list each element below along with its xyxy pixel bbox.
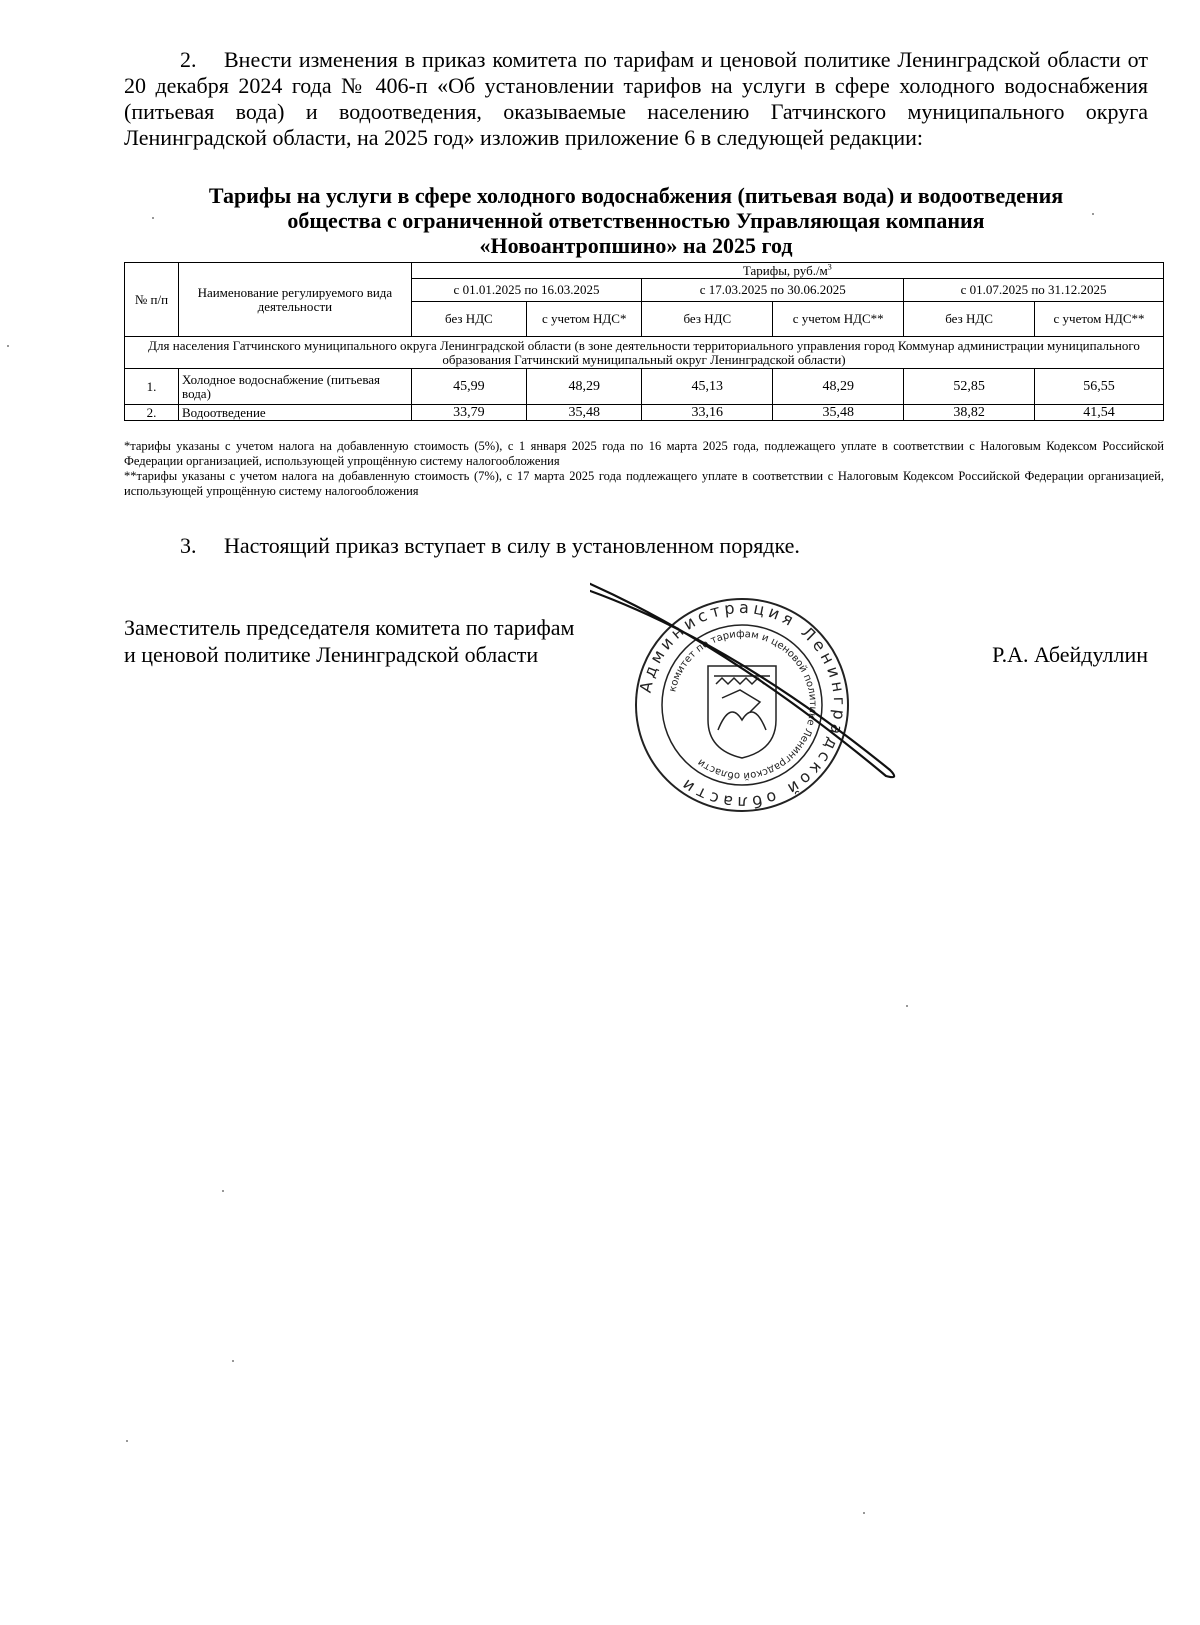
group-label: Для населения Гатчинского муниципального округа Ленинградской области (в зоне деятельности территориального управления город Коммунар администрации муниципального образования Гатчинский муниципальный округ Ленинградской области) xyxy=(125,337,1164,369)
header-tariffs-text: Тарифы, руб./м xyxy=(742,262,828,278)
row-2-value-1: 33,79 xyxy=(411,405,526,421)
header-tariffs xyxy=(411,263,1163,279)
paragraph-2-number: 2. xyxy=(180,47,197,72)
signatory-name: Р.А. Абейдуллин xyxy=(992,642,1148,667)
row-2-name: Водоотведение xyxy=(179,405,412,421)
header-period-3: с 01.07.2025 по 31.12.2025 xyxy=(904,279,1164,302)
footnote-1: *тарифы указаны с учетом налога на добавленную стоимость (5%), с 1 января 2025 года по 16 марта 2025 года, подлежащего уплате в соответствии с Налоговым Кодексом Российской Федерации организацией, использующей упрощённую систему налогообложения xyxy=(124,439,1164,468)
paragraph-2-text: Внести изменения в приказ комитета по тарифам и ценовой политике Ленинградской области от 20 декабря 2024 года № 406-п «Об установлении тарифов на услуги в сфере холодного водоснабжения (питьевая вода) и водоотведения, оказываемые населению Гатчинского муниципального округа Ленинградской области, на 2025 год» изложив приложение 6 в следующей редакции: xyxy=(124,47,1148,150)
row-1-num: 1. xyxy=(125,369,179,405)
heading-line-3: «Новоантропшино» на 2025 год xyxy=(479,233,793,258)
row-1-value-4: 48,29 xyxy=(773,369,904,405)
footnotes xyxy=(124,439,1164,499)
subheader-2: с учетом НДС* xyxy=(527,302,642,337)
scan-speck xyxy=(1092,213,1094,215)
table-heading xyxy=(124,183,1148,258)
paragraph-3 xyxy=(124,533,1148,559)
subheader-3: без НДС xyxy=(642,302,773,337)
row-2-value-3: 33,16 xyxy=(642,405,773,421)
row-2-value-6: 41,54 xyxy=(1035,405,1164,421)
paragraph-3-text: Настоящий приказ вступает в силу в установленном порядке. xyxy=(224,533,800,558)
table-row xyxy=(125,369,1164,405)
header-period-1: с 01.01.2025 по 16.03.2025 xyxy=(411,279,642,302)
heading-line-2: общества с ограниченной ответственностью Управляющая компания xyxy=(287,208,985,233)
scan-speck xyxy=(863,1512,865,1514)
signatory-position-line-1: Заместитель председателя комитета по тарифам xyxy=(124,615,575,640)
tariff-table xyxy=(124,262,1164,421)
header-tariffs-unit: 3 xyxy=(827,262,832,272)
row-1-value-3: 45,13 xyxy=(642,369,773,405)
paragraph-3-number: 3. xyxy=(180,533,197,558)
heading-line-1: Тарифы на услуги в сфере холодного водоснабжения (питьевая вода) и водоотведения xyxy=(208,183,1064,208)
subheader-5: без НДС xyxy=(904,302,1035,337)
row-2-value-5: 38,82 xyxy=(904,405,1035,421)
row-1-value-2: 48,29 xyxy=(527,369,642,405)
scan-speck xyxy=(232,1360,234,1362)
row-1-value-1: 45,99 xyxy=(411,369,526,405)
row-1-value-5: 52,85 xyxy=(904,369,1035,405)
scan-speck xyxy=(152,217,154,219)
paragraph-2 xyxy=(124,47,1148,151)
header-num: № п/п xyxy=(125,263,179,337)
signatory-position-line-2: и ценовой политике Ленинградской области xyxy=(124,642,539,667)
scan-speck xyxy=(222,1190,224,1192)
row-2-num: 2. xyxy=(125,405,179,421)
seal-inner-text-path: комитет по тарифам и ценовой политике Ленинградской области xyxy=(667,628,819,782)
subheader-1: без НДС xyxy=(411,302,526,337)
footnote-2: **тарифы указаны с учетом налога на добавленную стоимость (7%), с 17 марта 2025 года подлежащего уплате в соответствии с Налоговым Кодексом Российской Федерации организацией, использующей упрощённую систему налогообложения xyxy=(124,469,1164,498)
seal-outer-text-path: Администрация Ленинградской области xyxy=(635,597,850,813)
row-2-value-4: 35,48 xyxy=(773,405,904,421)
signatory-position xyxy=(124,614,574,668)
header-period-2: с 17.03.2025 по 30.06.2025 xyxy=(642,279,904,302)
row-2-value-2: 35,48 xyxy=(527,405,642,421)
row-1-name: Холодное водоснабжение (питьевая вода) xyxy=(179,369,412,405)
official-seal-stamp xyxy=(590,580,920,820)
header-activity: Наименование регулируемого вида деятельности xyxy=(179,263,412,337)
scan-speck xyxy=(126,1440,128,1442)
scan-speck xyxy=(906,1005,908,1007)
row-1-value-6: 56,55 xyxy=(1035,369,1164,405)
subheader-6: с учетом НДС** xyxy=(1035,302,1164,337)
subheader-4: с учетом НДС** xyxy=(773,302,904,337)
scan-speck xyxy=(7,345,9,347)
table-row xyxy=(125,405,1164,421)
